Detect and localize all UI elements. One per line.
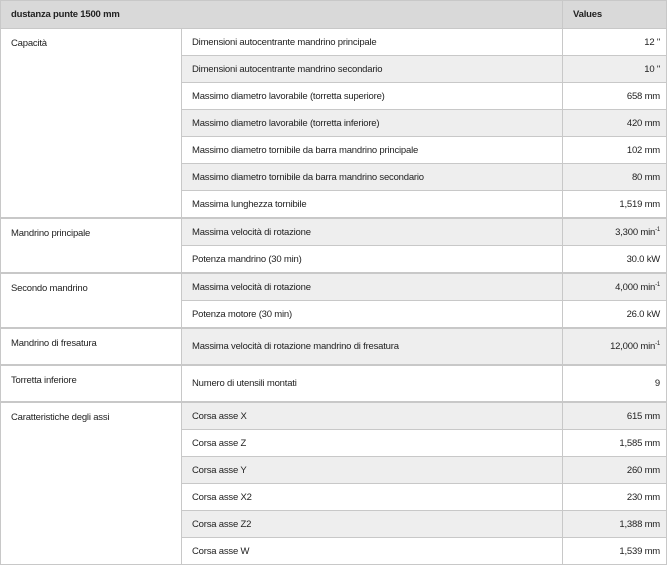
value-cell: [563, 137, 667, 164]
value-cell: [563, 538, 667, 565]
value-cell: [563, 246, 667, 274]
value-cell: [563, 218, 667, 246]
value-cell: [563, 457, 667, 484]
feature-cell: Corsa asse Y: [182, 457, 563, 484]
value-text: 30.0 kW: [626, 253, 661, 265]
category-cell: Secondo mandrino: [1, 273, 182, 328]
feature-cell: Corsa asse X: [182, 402, 563, 430]
value-cell: [563, 402, 667, 430]
value-text: 80 mm: [631, 171, 661, 183]
value-text: 1,585 mm: [619, 437, 661, 449]
value-text: 658 mm: [626, 90, 661, 102]
feature-cell: Massima velocità di rotazione mandrino di fresatura: [182, 328, 563, 365]
category-cell: Capacità: [1, 29, 182, 219]
category-cell: Torretta inferiore: [1, 365, 182, 402]
value-cell: [563, 273, 667, 301]
value-text: 12 ": [644, 36, 661, 48]
unit-exponent: -1: [655, 226, 661, 233]
value-text: 10 ": [644, 63, 661, 75]
feature-cell: Massima velocità di rotazione: [182, 273, 563, 301]
category-cell: Mandrino principale: [1, 218, 182, 273]
value-text: 1,519 mm: [619, 198, 661, 210]
feature-cell: Corsa asse Z: [182, 430, 563, 457]
value-text: 4,000 min: [615, 281, 656, 293]
feature-cell: Dimensioni autocentrante mandrino secondario: [182, 56, 563, 83]
value-text: 12,000 min: [610, 341, 656, 352]
feature-cell: Dimensioni autocentrante mandrino principale: [182, 29, 563, 56]
header-values: Values: [563, 1, 667, 29]
value-text: 1,388 mm: [619, 518, 661, 530]
value-cell: [563, 29, 667, 56]
value-cell: [563, 56, 667, 83]
feature-cell: Potenza motore (30 min): [182, 301, 563, 329]
table-row: [1, 402, 667, 430]
category-cell: Caratteristiche degli assi: [1, 402, 182, 565]
feature-cell: Massimo diametro tornibile da barra mandrino principale: [182, 137, 563, 164]
unit-exponent: -1: [655, 281, 661, 288]
value-cell: [563, 301, 667, 329]
header-title: dustanza punte 1500 mm: [1, 1, 563, 29]
table-row: [1, 365, 667, 402]
unit-exponent: -1: [655, 341, 661, 347]
value-cell: [563, 110, 667, 137]
value-cell: [563, 83, 667, 110]
value-cell: [563, 430, 667, 457]
value-cell: [563, 191, 667, 219]
value-text: 3,300 min: [615, 226, 656, 238]
value-cell: [563, 365, 667, 402]
value-text: 9: [654, 378, 661, 389]
feature-cell: Massima velocità di rotazione: [182, 218, 563, 246]
feature-cell: Massima lunghezza tornibile: [182, 191, 563, 219]
value-cell: [563, 511, 667, 538]
feature-cell: Numero di utensili montati: [182, 365, 563, 402]
value-cell: [563, 328, 667, 365]
table-row: [1, 29, 667, 56]
value-cell: [563, 484, 667, 511]
category-cell: Mandrino di fresatura: [1, 328, 182, 365]
feature-cell: Corsa asse X2: [182, 484, 563, 511]
value-text: 102 mm: [626, 144, 661, 156]
feature-cell: Potenza mandrino (30 min): [182, 246, 563, 274]
feature-cell: Corsa asse W: [182, 538, 563, 565]
feature-cell: Massimo diametro tornibile da barra mandrino secondario: [182, 164, 563, 191]
value-cell: [563, 164, 667, 191]
value-text: 1,539 mm: [619, 545, 661, 557]
table-header-row: [1, 1, 667, 29]
value-text: 420 mm: [626, 117, 661, 129]
feature-cell: Massimo diametro lavorabile (torretta inferiore): [182, 110, 563, 137]
table-row: [1, 328, 667, 365]
feature-cell: Massimo diametro lavorabile (torretta superiore): [182, 83, 563, 110]
value-text: 260 mm: [626, 464, 661, 476]
table-body: [1, 29, 667, 565]
table-row: [1, 218, 667, 246]
table-row: [1, 273, 667, 301]
feature-cell: Corsa asse Z2: [182, 511, 563, 538]
value-text: 230 mm: [626, 491, 661, 503]
value-text: 615 mm: [626, 410, 661, 422]
value-text: 26.0 kW: [626, 308, 661, 320]
